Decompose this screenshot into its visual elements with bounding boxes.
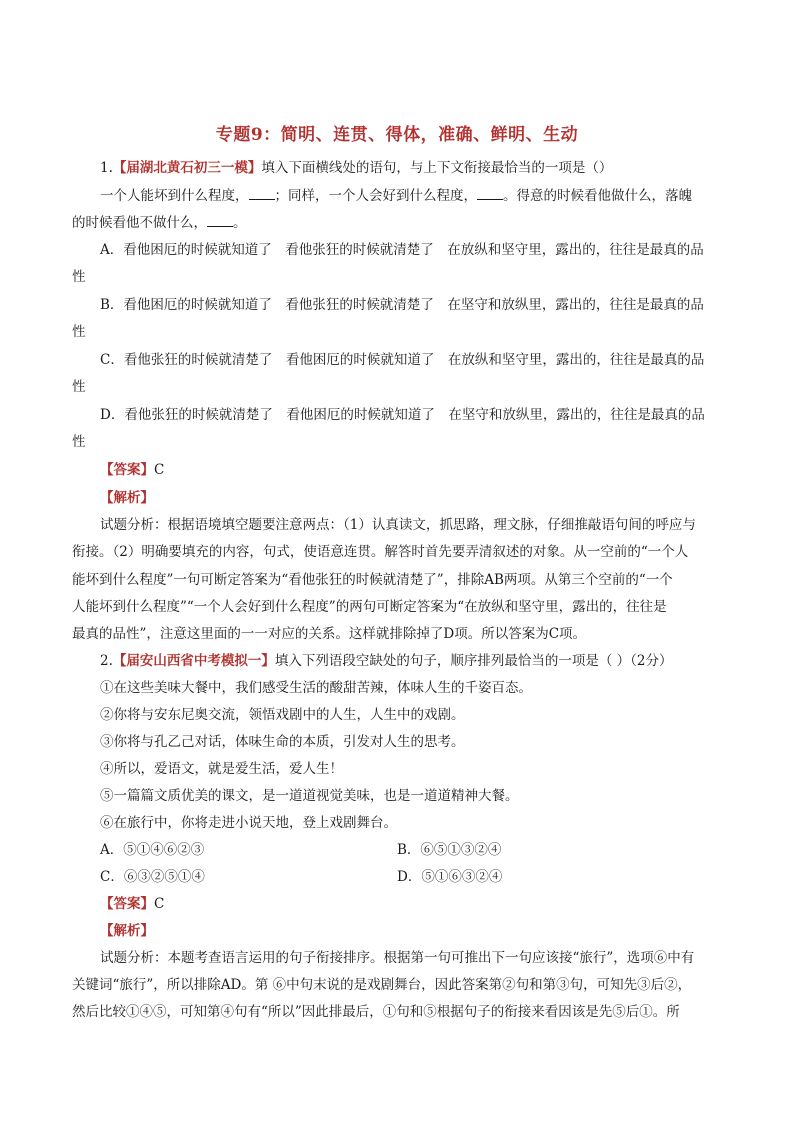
q2-number: 2. <box>100 653 113 669</box>
q1-analysis-line: 最真的品性”，注意这里面的一一对应的关系。这样就排除掉了D项。所以答案为C项。 <box>72 626 587 642</box>
q1-passage-line2: 的时候看他不做什么， 。 <box>72 215 247 231</box>
q2-option-a: A．⑤①④⑥②③ <box>100 842 205 858</box>
q1-option-b-cont: 性 <box>72 324 86 340</box>
q2-option-c: C．⑥③②⑤①④ <box>100 869 205 885</box>
q1-stem: 填入下面横线处的语句，与上下文衔接最恰当的一项是（） <box>261 160 613 176</box>
q2-sentence-3: ③你将与孔乙己对话，体味生命的本质，引发对人生的思考。 <box>100 734 465 750</box>
q2-analysis-line: 试题分析：本题考查语言运用的句子衔接排序。根据第一句可推出下一句应该接“旅行”，选项⑥中有 <box>100 950 695 966</box>
q2-source: 【届安山西省中考模拟一】 <box>112 653 275 669</box>
q1-option-c-cont: 性 <box>72 379 86 395</box>
q1-header <box>100 159 750 177</box>
q2-answer-value: C <box>154 896 165 912</box>
blank-2 <box>477 186 503 200</box>
q1-option-a: A．看他困厄的时候就知道了 看他张狂的时候就清楚了 在放纵和坚守里，露出的，往往是最真的品 <box>100 242 704 258</box>
q1-option-a-cont: 性 <box>72 269 86 285</box>
q2-header <box>100 652 750 670</box>
q2-analysis-line: 关键词“旅行”，所以排除AD。第 ⑥中句末说的是戏剧舞台，因此答案第②句和第③句，可知先③后②， <box>72 977 692 993</box>
q1-analysis-line: 人能坏到什么程度”“一个人会好到什么程度”的两句可断定答案为“在放纵和坚守里，露出的，往往是 <box>72 599 667 615</box>
q1-option-b: B．看他困厄的时候就知道了 看他张狂的时候就清楚了 在坚守和放纵里，露出的，往往是最真的品 <box>100 297 704 313</box>
q1-analysis-line: 试题分析：根据语境填空题要注意两点：（1）认真读文，抓思路，理文脉，仔细推敲语句间的呼应与 <box>100 517 696 533</box>
q2-option-d: D．⑤①⑥③②④ <box>397 869 503 885</box>
q1-option-c: C．看他张狂的时候就清楚了 看他困厄的时候就知道了 在放纵和坚守里，露出的，往往是最真的品 <box>100 352 705 368</box>
q1-answer-value: C <box>154 462 165 478</box>
q2-option-b: B．⑥⑤①③②④ <box>397 842 502 858</box>
q2-sentence-5: ⑤一篇篇文质优美的课文，是一道道视觉美味，也是一道道精神大餐。 <box>100 788 519 804</box>
q1-number: 1. <box>100 160 113 176</box>
q2-analysis-line: 然后比较①④⑤，可知第④句有“所以”因此排最后，①句和⑤根据句子的衔接来看因该是先⑤后①。所 <box>72 1004 680 1020</box>
q1-analysis-label: 【解析】 <box>100 490 154 506</box>
q1-option-d-cont: 性 <box>72 434 86 450</box>
q1-answer: 【答案】C <box>100 462 165 478</box>
q2-sentence-1: ①在这些美味大餐中，我们感受生活的酸甜苦辣，体味人生的千姿百态。 <box>100 680 532 696</box>
q1-analysis-line: 能坏到什么程度”一句可断定答案为“看他张狂的时候就清楚了”，排除AB两项。从第三个空前的“一个 <box>72 572 673 588</box>
q2-stem: 填入下列语段空缺处的句子，顺序排列最恰当的一项是（ ）（2分） <box>274 653 673 669</box>
q1-option-d: D．看他张狂的时候就清楚了 看他困厄的时候就知道了 在坚守和放纵里，露出的，往往是最真的品 <box>100 407 705 423</box>
q2-sentence-4: ④所以，爱语文，就是爱生活，爱人生！ <box>100 761 343 777</box>
q1-passage-line1: 一个人能坏到什么程度， ；同样，一个人会好到什么程度， 。得意的时候看他做什么，落魄 <box>100 188 692 204</box>
q2-sentence-6: ⑥在旅行中，你将走进小说天地，登上戏剧舞台。 <box>100 815 397 831</box>
q2-sentence-2: ②你将与安东尼奥交流，领悟戏剧中的人生，人生中的戏剧。 <box>100 707 465 723</box>
q2-answer: 【答案】C <box>100 896 165 912</box>
q1-source: 【届湖北黄石初三一模】 <box>112 160 262 176</box>
q2-analysis-label: 【解析】 <box>100 923 154 939</box>
blank-3 <box>207 213 233 227</box>
blank-1 <box>249 186 275 200</box>
page-title: 专题9：简明、连贯、得体，准确、鲜明、生动 <box>215 125 579 145</box>
q1-analysis-line: 衔接。（2）明确要填充的内容，句式，使语意连贯。解答时首先要弄清叙述的对象。从一空前的“一个人 <box>72 544 689 560</box>
